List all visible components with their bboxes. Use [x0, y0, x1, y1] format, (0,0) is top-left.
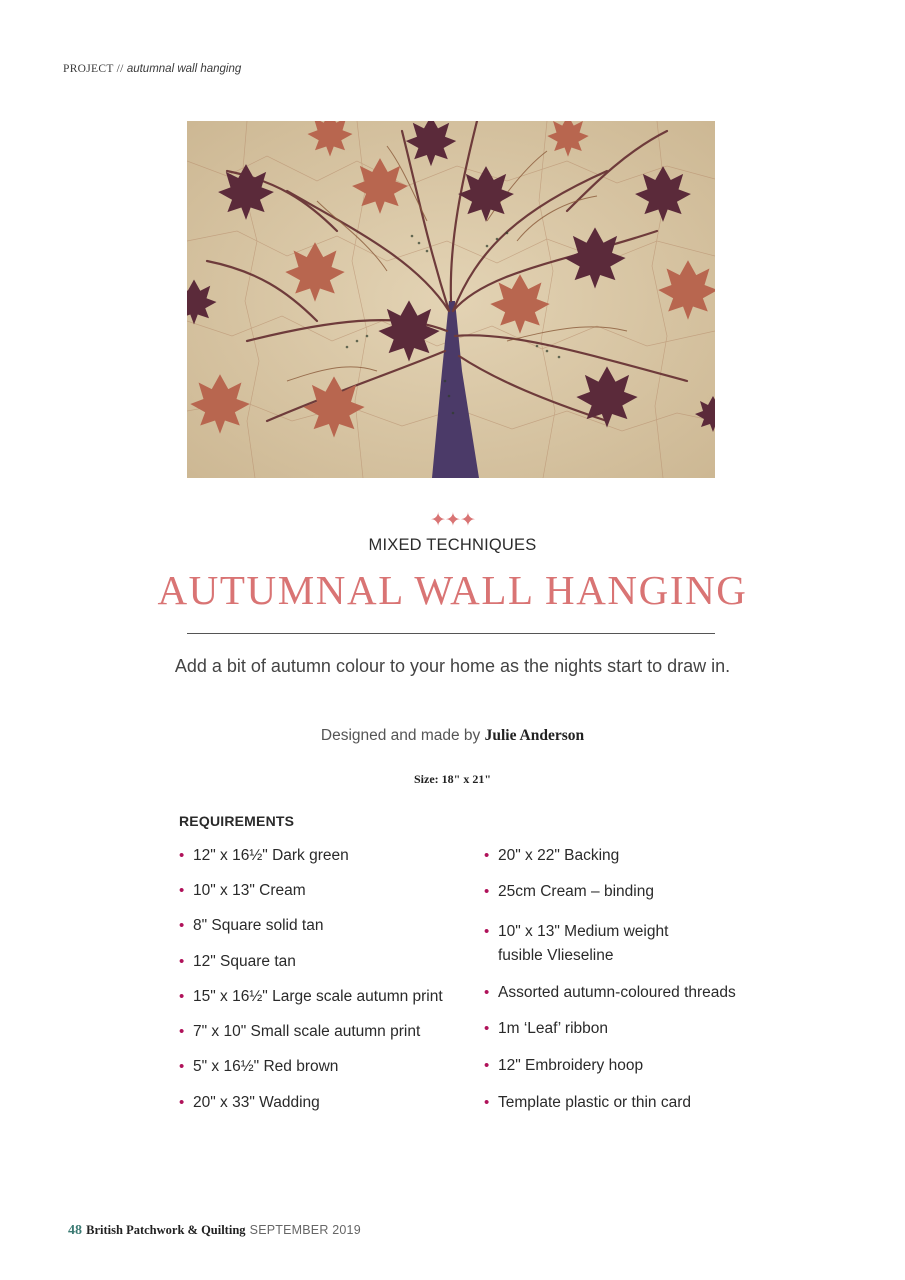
- bullet-icon: •: [484, 984, 490, 1001]
- bullet-icon: •: [484, 1057, 490, 1074]
- issue-date: SEPTEMBER 2019: [249, 1223, 361, 1237]
- credit-prefix: Designed and made by: [320, 727, 481, 744]
- list-item: • Assorted autumn-coloured threads: [484, 981, 736, 1005]
- designer-name: Julie Anderson: [484, 727, 585, 744]
- list-item: • 10" x 13" Medium weight fusible Vlieseline: [484, 920, 668, 968]
- list-item: • 20" x 33" Wadding: [179, 1091, 320, 1115]
- title-divider: [187, 633, 715, 634]
- bullet-icon: •: [179, 882, 185, 899]
- list-item: • 5" x 16½" Red brown: [179, 1055, 338, 1079]
- bullet-icon: •: [179, 1094, 185, 1111]
- header-section: PROJECT: [63, 63, 114, 75]
- title-ornament: ✦✦✦: [430, 509, 475, 531]
- list-item: • 7" x 10" Small scale autumn print: [179, 1020, 420, 1044]
- magazine-name: British Patchwork & Quilting: [86, 1223, 246, 1237]
- finished-size: Size: 18" x 21": [414, 772, 491, 786]
- bullet-icon: •: [484, 923, 490, 940]
- list-item: • 12" Embroidery hoop: [484, 1054, 643, 1078]
- category-label: MIXED TECHNIQUES: [368, 536, 537, 554]
- page-footer: [68, 1223, 361, 1239]
- list-item: • 10" x 13" Cream: [179, 879, 306, 903]
- bullet-icon: •: [179, 1058, 185, 1075]
- bullet-icon: •: [484, 1020, 490, 1037]
- designer-credit: [0, 727, 905, 745]
- list-item-continuation: fusible Vlieseline: [498, 947, 614, 964]
- header-subtitle: autumnal wall hanging: [126, 63, 242, 75]
- bullet-icon: •: [484, 883, 490, 900]
- list-item: • 15" x 16½" Large scale autumn print: [179, 985, 443, 1009]
- list-item: • 1m ‘Leaf’ ribbon: [484, 1017, 608, 1041]
- page-number: 48: [68, 1223, 82, 1238]
- running-header: [63, 61, 241, 75]
- list-item: • Template plastic or thin card: [484, 1091, 691, 1115]
- bullet-icon: •: [179, 1023, 185, 1040]
- page-title: AUTUMNAL WALL HANGING: [157, 567, 748, 613]
- list-item: • 25cm Cream – binding: [484, 880, 654, 904]
- intro-text: Add a bit of autumn colour to your home as the nights start to draw in.: [174, 656, 731, 676]
- bullet-icon: •: [179, 847, 185, 864]
- requirements-heading: REQUIREMENTS: [179, 813, 295, 829]
- bullet-icon: •: [484, 1094, 490, 1111]
- project-photo: [187, 121, 715, 478]
- list-item: • 20" x 22" Backing: [484, 844, 619, 868]
- list-item: • 12" Square tan: [179, 950, 296, 974]
- header-separator: //: [113, 63, 127, 75]
- bullet-icon: •: [179, 988, 185, 1005]
- bullet-icon: •: [179, 953, 185, 970]
- list-item: • 8" Square solid tan: [179, 914, 323, 938]
- bullet-icon: •: [179, 917, 185, 934]
- list-item: • 12" x 16½" Dark green: [179, 844, 349, 868]
- bullet-icon: •: [484, 847, 490, 864]
